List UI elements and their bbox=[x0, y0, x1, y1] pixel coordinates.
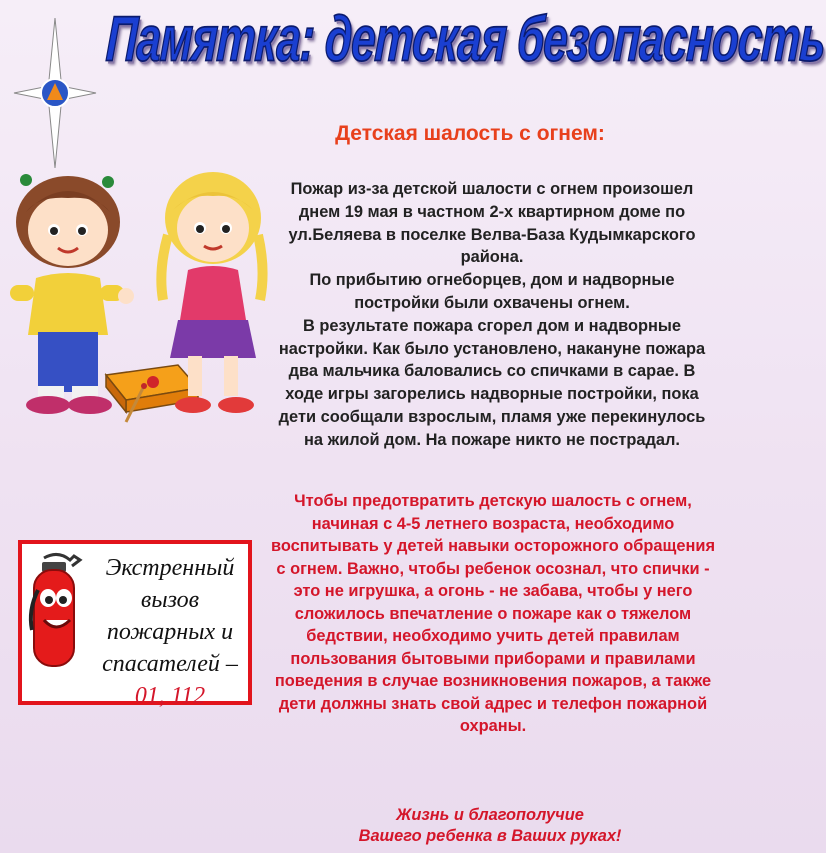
section-subtitle: Детская шалость с огнем: bbox=[335, 122, 605, 145]
emergency-phone-number: 01, 112 bbox=[134, 683, 206, 709]
emergency-line-1: Экстренный bbox=[105, 555, 235, 581]
closing-line-2: Вашего ребенка в Ваших руках! bbox=[358, 827, 622, 845]
closing-message bbox=[300, 805, 680, 847]
story-paragraph-2: По прибытию огнеборцев, дом и надворные постройки были охвачены огнем. bbox=[309, 271, 675, 312]
fire-extinguisher-character-icon bbox=[24, 550, 94, 670]
emergency-call-text bbox=[86, 552, 254, 712]
emergency-line-3: пожарных и bbox=[106, 619, 234, 645]
children-with-matches-illustration bbox=[8, 160, 263, 430]
prevention-advice bbox=[270, 490, 716, 738]
emergency-star-emblem-icon bbox=[14, 18, 96, 168]
incident-story bbox=[268, 178, 716, 452]
advice-paragraph: Чтобы предотвратить детскую шалость с огнем, начиная с 4-5 летнего возраста, необходимо воспитывать у детей навыки осторожного обращения с огнем. Важно, чтобы ребенок осознал, что спички - это не игрушка, а огонь - не забава, чтобы у него сложилось впечатление о пожаре как о тяжелом бедствии, необходимо учить детей правилам пользования бытовыми приборами и правилами поведения в случае возникновения пожаров, а также дети должны знать свой адрес и телефон пожарной охраны. bbox=[270, 492, 716, 735]
story-paragraph-1: Пожар из-за детской шалости с огнем произошел днем 19 мая в частном 2-х квартирном доме по ул.Беляева в поселке Велва-База Кудымкарского района. bbox=[288, 180, 696, 267]
story-paragraph-3: В результате пожара сгорел дом и надворные настройки. Как было установлено, накануне пожара два мальчика баловались со спичками в сарае. В ходе игры загорелись надворные постройки, пока дети сообщали взрослым, пламя уже перекинулось на жилой дом. На пожаре никто не пострадал. bbox=[278, 316, 706, 449]
emergency-line-2: вызов bbox=[140, 587, 200, 613]
matchbox-icon bbox=[106, 365, 198, 422]
emergency-call-box bbox=[18, 540, 252, 709]
page-title: Памятка: детская безопасность bbox=[104, 4, 826, 76]
emergency-line-4: спасателей – bbox=[102, 651, 238, 677]
closing-line-1: Жизнь и благополучие bbox=[396, 806, 584, 824]
